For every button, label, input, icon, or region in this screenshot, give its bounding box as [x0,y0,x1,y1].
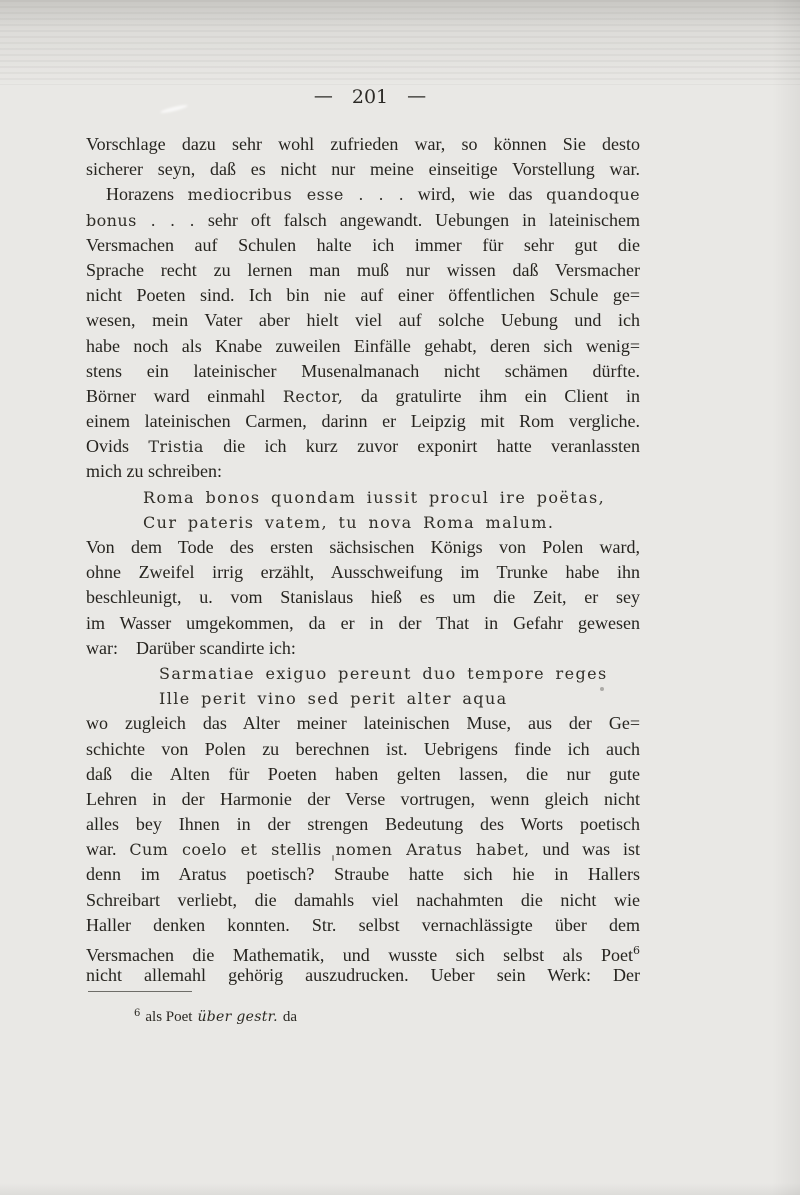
text-segment: Sarmatiae exiguo pereunt duo tempore reges [159,663,608,683]
text-line [86,485,640,510]
footnote-editorial-note: über gestr. [197,1009,278,1025]
text-line [86,762,640,787]
text-line [86,182,640,207]
text-segment: ohne Zweifel irrig erzählt, Ausschweifung im Trunke habe ihn [86,562,640,583]
text-line [86,661,640,686]
footnote-marker: 6 [134,1008,141,1019]
text-segment: Versmachen die Mathematik, und wusste sich selbst als Poet [86,945,633,965]
text-segment: 6 [633,944,640,957]
page-number: 201 [351,86,389,108]
scan-top-shading [0,0,800,85]
text-segment: stens ein lateinischer Musenalmanach nicht schämen dürfte. [86,360,640,381]
text-line [86,963,640,988]
text-segment: da gratulirte ihm ein Client in [343,385,640,406]
text-segment: Roma bonos quondam iussit procul ire poëtas, [143,487,606,507]
text-line [86,283,640,308]
text-segment: Lehren in der Harmonie der Verse vortrugen, wenn gleich nicht [86,788,640,809]
text-segment: Rector, [282,386,344,406]
scan-right-shading [772,0,800,1195]
text-line [86,510,640,535]
text-line [86,459,640,484]
text-line [86,585,640,610]
text-segment: Cur pateris vatem, tu nova Roma malum. [143,512,555,532]
footnote-text-tail: da [282,1009,298,1025]
text-segment: Darüber scandirte ich: [135,637,296,658]
text-line [86,737,640,762]
text-line [86,611,640,636]
text-segment: Tristia [148,437,204,457]
text-line [86,208,640,233]
text-line [86,132,640,157]
text-segment: beschleunigt, u. vom Stanislaus hieß es um die Zeit, er sey [86,587,640,608]
text-line [86,334,640,359]
text-segment: war. [86,839,130,860]
footnote [86,1003,640,1028]
text-segment: Von dem Tode des ersten sächsischen Königs von Polen ward, [86,537,640,557]
text-segment: habe noch als Knabe zuweilen Einfälle gehabt, deren sich wenig= [86,335,640,356]
text-segment: und was ist [529,839,641,860]
footnote-text: als Poet [145,1009,193,1025]
text-segment: wo zugleich das Alter meiner lateinischen Muse, aus der Ge= [86,713,640,734]
text-segment: Sprache recht zu lernen man muß nur wissen daß Versmacher [86,259,640,280]
text-segment: wird, wie das [404,184,547,205]
text-segment: sehr oft falsch angewandt. Uebungen in lateinischem [194,209,640,230]
text-segment: Vorschlage dazu sehr wohl zufrieden war, so können Sie desto [86,134,640,154]
text-segment: war: [86,637,118,658]
text-line [86,409,640,434]
text-line [86,938,640,963]
text-line [86,434,640,459]
text-segment: alles bey Ihnen in der strengen Bedeutung des Worts poetisch [86,814,640,835]
text-line [86,913,640,938]
text-segment: die ich kurz zuvor exponirt hatte veranlassten [203,436,640,457]
text-segment: mediocribus esse . . . [187,185,405,205]
text-line [86,812,640,837]
text-segment: schichte von Polen zu berechnen ist. Uebrigens finde ich auch [86,738,640,759]
text-line [86,636,640,661]
header-right-dash: — [407,85,427,107]
text-segment: Versmachen auf Schulen halte ich immer für sehr gut die [86,234,640,255]
text-line [86,157,640,182]
header-left-dash: — [313,85,333,107]
text-segment: wesen, mein Vater aber hielt viel auf solche Uebung und ich [86,310,640,331]
text-segment: denn im Aratus poetisch? Straube hatte sich hie in Hallers [86,864,640,885]
text-line [86,535,640,560]
text-line [86,686,640,711]
text-segment: Horazens [106,184,188,205]
text-line [86,862,640,887]
text-line [86,384,640,409]
text-line [86,359,640,384]
text-segment: quandoque [546,185,640,205]
text-line [86,888,640,913]
text-line [86,308,640,333]
text-line [86,560,640,585]
text-segment: bonus . . . [86,210,195,230]
text-segment: nicht allemahl gehörig auszudrucken. Ueber sein Werk: Der [86,965,640,986]
text-block [86,132,640,988]
text-segment: sicherer seyn, daß es nicht nur meine einseitige Vorstellung war. [86,159,640,180]
text-segment: Cum coelo et stellis nomen Aratus habet, [129,840,530,860]
text-segment: Ovids [86,436,149,457]
text-segment: daß die Alten für Poeten haben gelten lassen, die nur gute [86,763,640,784]
text-segment: einem lateinischen Carmen, darinn er Leipzig mit Rom vergliche. [86,411,640,432]
text-line [86,787,640,812]
scan-bottom-shading [0,1183,800,1195]
text-segment: mich zu schreiben: [86,461,222,482]
page-number-header [86,86,640,108]
text-segment: Haller denken konnten. Str. selbst vernachlässigte über dem [86,914,640,935]
text-line [86,233,640,258]
text-line [86,837,640,862]
text-line [86,258,640,283]
text-segment: Ille perit vino sed perit alter aqua [159,689,508,709]
text-segment: Börner ward einmahl [86,385,283,406]
text-segment: im Wasser umgekommen, da er in der That in Gefahr gewesen [86,612,640,633]
footnote-divider [88,991,192,992]
text-segment: nicht Poeten sind. Ich bin nie auf einer öffentlichen Schule ge= [86,285,640,306]
text-line [86,711,640,736]
text-segment: Schreibart verliebt, die damahls viel nachahmten die nicht wie [86,889,640,910]
